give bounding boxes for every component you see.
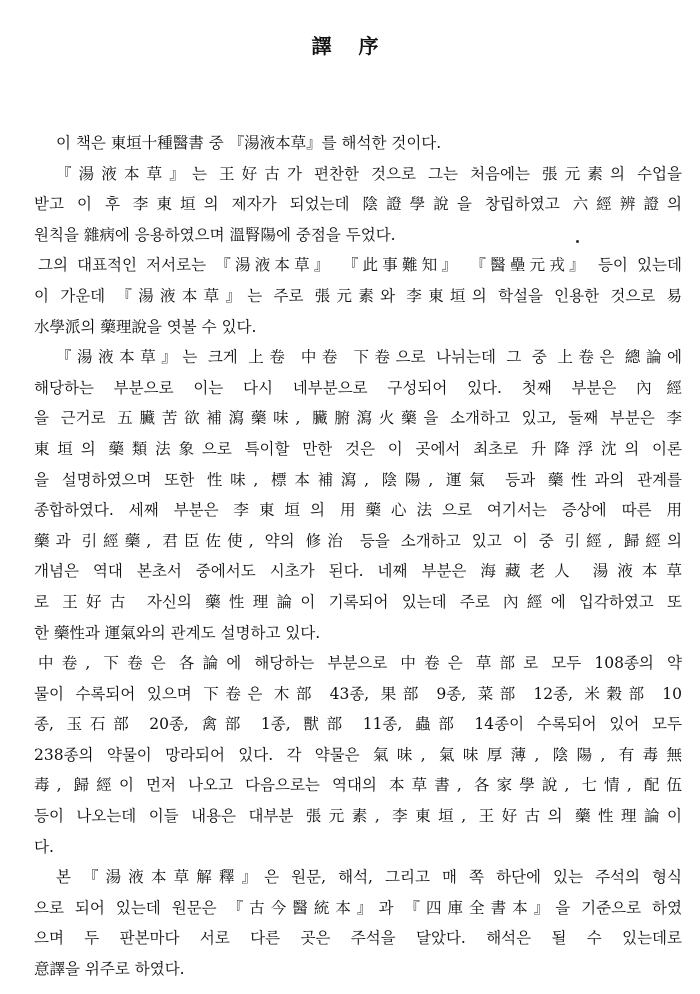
text-line: 로 王好古 자신의 藥性理論이 기록되어 있는데 주로 內經에 입각하였고 또 — [34, 592, 682, 611]
document-body — [34, 128, 682, 985]
text-line: 해당하는 부분으로 이는 다시 네부분으로 구성되어 있다. 첫째 부분은 內經 — [34, 378, 682, 397]
text-line: 한 藥性과 運氣와의 관계도 설명하고 있다. — [34, 623, 321, 642]
text-line: 원칙을 雜病에 응용하였으며 溫腎陽에 중점을 두었다. — [34, 225, 396, 244]
text-line: 이 가운데 『湯液本草』는 주로 張元素와 李東垣의 학설을 인용한 것으로 易 — [34, 286, 682, 305]
text-line: 『湯液本草』는 王好古가 편찬한 것으로 그는 처음에는 張元素의 수업을 — [56, 164, 682, 183]
text-line: 받고 이 후 李東垣의 제자가 되었는데 陰證學說을 창립하였고 六經辨證의 — [34, 195, 682, 214]
text-line: 中卷, 下卷은 各論에 해당하는 부분으로 中卷은 草部로 모두 108종의 약 — [38, 654, 682, 673]
page-title: 譯 序 — [311, 34, 389, 58]
text-line: 으로 되어 있는데 원문은 『古今醫統本』과 『四庫全書本』을 기준으로 하였 — [34, 898, 682, 917]
text-line: 238종의 약물이 망라되어 있다. 각 약물은 氣味, 氣味厚薄, 陰陽, 有毒無 — [34, 745, 682, 764]
text-line: 다. — [34, 837, 54, 856]
text-line: 을 설명하였으며 또한 性味, 標本補瀉, 陰陽, 運氣 등과 藥性과의 관계를 — [34, 470, 682, 489]
text-line: 종, 玉石部 20종, 禽部 1종, 獸部 11종, 蟲部 14종이 수록되어 있어 모두 — [34, 715, 682, 734]
text-line: 이 책은 東垣十種醫書 중 『湯液本草』를 해석한 것이다. — [56, 134, 442, 152]
text-line: 그의 대표적인 저서로는 『湯液本草』 『此事難知』 『醫壘元戎』 등이 있는데 — [38, 256, 682, 275]
text-line: 水學派의 藥理說을 엿볼 수 있다. — [34, 317, 257, 336]
text-line: 藥과 引經藥, 君臣佐使, 약의 修治 등을 소개하고 있고 이 중 引經, 歸經의 — [34, 531, 682, 550]
text-line: 毒, 歸經이 먼저 나오고 다음으로는 역대의 本草書, 各家學說, 七情, 配伍 — [34, 776, 682, 795]
text-line: 물이 수록되어 있으며 下卷은 木部 43종, 果部 9종, 菜部 12종, 米穀部 10 — [34, 684, 682, 703]
text-line: 『湯液本草』는 크게 上卷 中卷 下卷으로 나뉘는데 그 중 上卷은 總論에 — [56, 348, 682, 367]
text-line: 종합하였다. 세째 부분은 李東垣의 用藥心法으로 여기서는 증상에 따른 用 — [34, 501, 682, 520]
text-line: 東垣의 藥類法象으로 특이할 만한 것은 이 곳에서 최초로 升降浮沈의 이론 — [34, 439, 682, 458]
stray-mark — [576, 240, 579, 243]
text-line: 意譯을 위주로 하였다. — [34, 960, 185, 979]
text-line: 개념은 역대 본초서 중에서도 시초가 된다. 네째 부분은 海藏老人 湯液本草 — [34, 562, 682, 581]
text-line: 을 근거로 五臟苦欲補瀉藥味, 臟腑瀉火藥을 소개하고 있고, 둘째 부분은 李 — [34, 409, 682, 428]
text-line: 본 『湯液本草解釋』은 원문, 해석, 그리고 매 쪽 하단에 있는 주석의 형식 — [56, 868, 682, 887]
text-line: 으며 두 판본마다 서로 다른 곳은 주석을 달았다. 해석은 될 수 있는데로 — [34, 929, 682, 948]
text-line: 등이 나오는데 이들 내용은 대부분 張元素, 李東垣, 王好古의 藥性理論이 — [34, 807, 682, 826]
